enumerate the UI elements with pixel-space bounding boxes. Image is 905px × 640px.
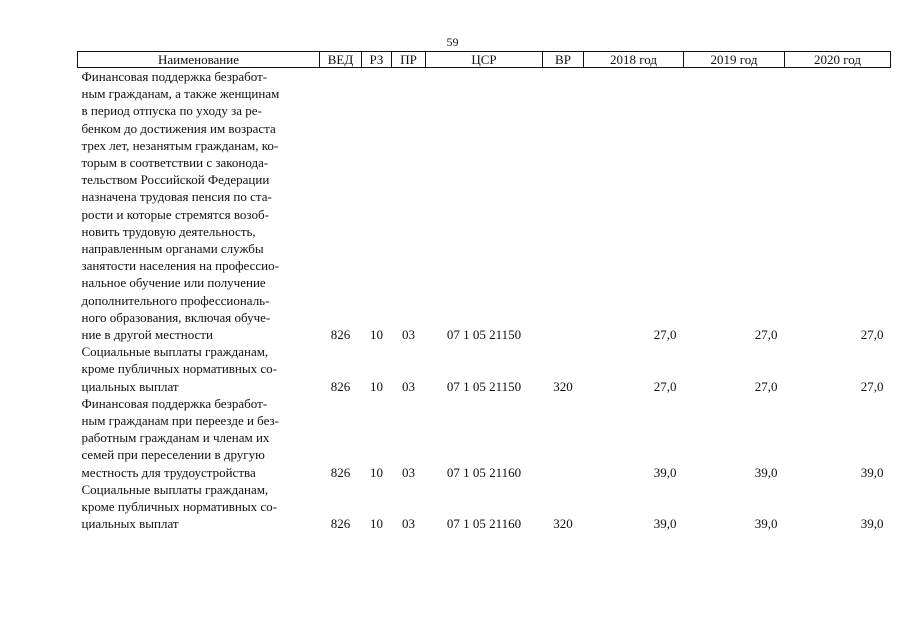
header-ved: ВЕД — [320, 52, 362, 68]
budget-table — [77, 51, 891, 532]
row-name-line: местность для трудоустройства — [81, 464, 256, 480]
cell-y2019: 39,0 — [754, 516, 778, 532]
cell-vr: 320 — [553, 378, 573, 394]
row-name-line: работным гражданам и членам их — [81, 430, 270, 446]
cell-y2019: 27,0 — [754, 327, 778, 343]
cell-pr: 03 — [402, 516, 415, 532]
cell-y2020: 27,0 — [860, 378, 884, 394]
row-name-line: ным гражданам, а также женщинам — [81, 86, 280, 102]
page-number: 59 — [446, 35, 459, 49]
row-name-line: торым в соответствии с законода- — [81, 155, 269, 171]
cell-y2019: 39,0 — [754, 464, 778, 480]
table-body — [78, 68, 891, 533]
cell-y2018: 27,0 — [653, 378, 677, 394]
row-name-line: кроме публичных нормативных со- — [81, 499, 277, 515]
cell-rz: 10 — [370, 378, 383, 394]
row-name-line: занятости населения на профессио- — [81, 258, 279, 274]
cell-vr — [543, 395, 584, 481]
row-name-line: дополнительного профессиональ- — [81, 292, 270, 308]
header-2020: 2020 год — [785, 52, 891, 68]
row-name-line: семей при переселении в другую — [81, 447, 265, 463]
row-name — [78, 395, 320, 481]
row-name-line: бенком до достижения им возраста — [81, 120, 276, 136]
row-name-line: Социальные выплаты гражданам, — [81, 344, 269, 360]
cell-pr: 03 — [402, 378, 415, 394]
row-name-line: рости и которые стремятся возоб- — [81, 206, 269, 222]
cell-vr: 320 — [553, 516, 573, 532]
row-name-line: направленным органами службы — [81, 241, 264, 257]
cell-rz: 10 — [370, 516, 383, 532]
row-name-line: ного образования, включая обуче- — [81, 309, 271, 325]
row-name-line: циальных выплат — [81, 378, 179, 394]
cell-csr: 07 1 05 21160 — [446, 516, 522, 532]
cell-pr: 03 — [402, 464, 415, 480]
row-name-line: ным гражданам при переезде и без- — [81, 413, 280, 429]
cell-ved: 826 — [330, 464, 351, 480]
table-row — [78, 481, 891, 533]
table-row — [78, 395, 891, 481]
cell-y2018: 27,0 — [653, 327, 677, 343]
header-2018: 2018 год — [584, 52, 684, 68]
cell-csr: 07 1 05 21160 — [446, 464, 522, 480]
cell-vr — [543, 68, 584, 344]
row-name-line: Финансовая поддержка безработ- — [81, 69, 268, 84]
header-pr: ПР — [392, 52, 426, 68]
table-header-row — [78, 52, 891, 68]
row-name-line: новить трудовую деятельность, — [81, 223, 256, 239]
cell-y2020: 39,0 — [860, 516, 884, 532]
row-name-line: кроме публичных нормативных со- — [81, 361, 277, 377]
row-name — [78, 343, 320, 395]
table-row — [78, 68, 891, 344]
cell-y2018: 39,0 — [653, 516, 677, 532]
header-name: Наименование — [78, 52, 320, 68]
row-name-line: трех лет, незанятым гражданам, ко- — [81, 137, 279, 153]
cell-pr: 03 — [402, 327, 415, 343]
row-name — [78, 481, 320, 533]
row-name-line: в период отпуска по уходу за ре- — [81, 103, 262, 119]
cell-rz: 10 — [370, 464, 383, 480]
row-name-line: циальных выплат — [81, 516, 179, 532]
header-2019: 2019 год — [684, 52, 785, 68]
row-name — [78, 68, 320, 344]
header-rz: РЗ — [362, 52, 392, 68]
row-name-line: Финансовая поддержка безработ- — [81, 395, 268, 411]
cell-y2018: 39,0 — [653, 464, 677, 480]
row-name-line: Социальные выплаты гражданам, — [81, 481, 269, 497]
cell-csr: 07 1 05 21150 — [446, 378, 522, 394]
cell-ved: 826 — [330, 378, 351, 394]
cell-rz: 10 — [370, 327, 383, 343]
row-name-line: тельством Российской Федерации — [81, 172, 270, 188]
row-name-line: нальное обучение или получение — [81, 275, 266, 291]
cell-y2020: 39,0 — [860, 464, 884, 480]
cell-ved: 826 — [330, 327, 351, 343]
header-vr: ВР — [543, 52, 584, 68]
cell-y2020: 27,0 — [860, 327, 884, 343]
cell-y2019: 27,0 — [754, 378, 778, 394]
cell-ved: 826 — [330, 516, 351, 532]
row-name-line: назначена трудовая пенсия по ста- — [81, 189, 272, 205]
cell-csr: 07 1 05 21150 — [446, 327, 522, 343]
row-name-line: ние в другой местности — [81, 327, 213, 343]
table-row — [78, 343, 891, 395]
header-csr: ЦСР — [426, 52, 543, 68]
